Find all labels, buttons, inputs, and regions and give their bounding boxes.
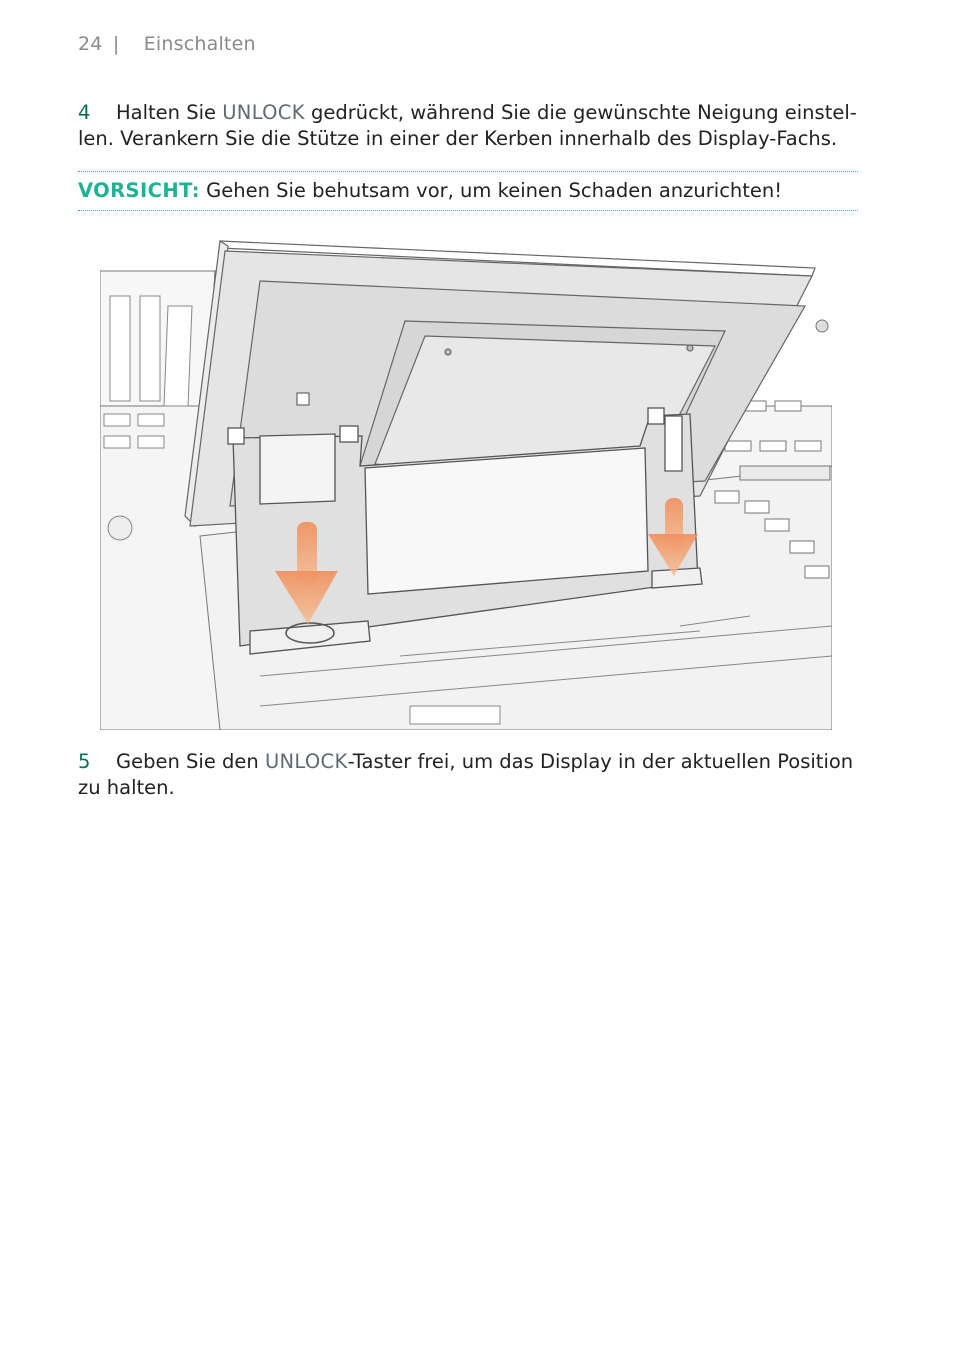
step-5-unlock-keyword: UNLOCK bbox=[264, 750, 348, 773]
step-4-unlock-keyword: UNLOCK bbox=[222, 101, 305, 124]
step-4-number: 4 bbox=[78, 101, 91, 124]
caution-label: VORSICHT: bbox=[78, 179, 200, 202]
display-stand-illustration bbox=[100, 236, 832, 730]
caution-text: Gehen Sie behutsam vor, um keinen Schaden anzurichten! bbox=[199, 179, 783, 202]
step-5-text-before: Geben Sie den bbox=[116, 750, 265, 773]
step-5 bbox=[78, 749, 860, 801]
section-title: Einschalten bbox=[143, 33, 256, 55]
running-header bbox=[78, 33, 256, 55]
step-4 bbox=[78, 100, 860, 152]
step-5-text-after: -Taster frei, um das Display in der aktuellen Position zu halten. bbox=[78, 750, 854, 799]
header-separator: | bbox=[112, 33, 120, 55]
page-number: 24 bbox=[78, 33, 103, 55]
step-4-text-before: Halten Sie bbox=[116, 101, 223, 124]
step-4-text-after: gedrückt, während Sie die gewünschte Neigung einstellen. Verankern Sie die Stütze in einer der Kerben innerhalb des Display-Fachs. bbox=[78, 101, 857, 150]
step-5-number: 5 bbox=[78, 750, 91, 773]
caution-box bbox=[78, 171, 858, 211]
